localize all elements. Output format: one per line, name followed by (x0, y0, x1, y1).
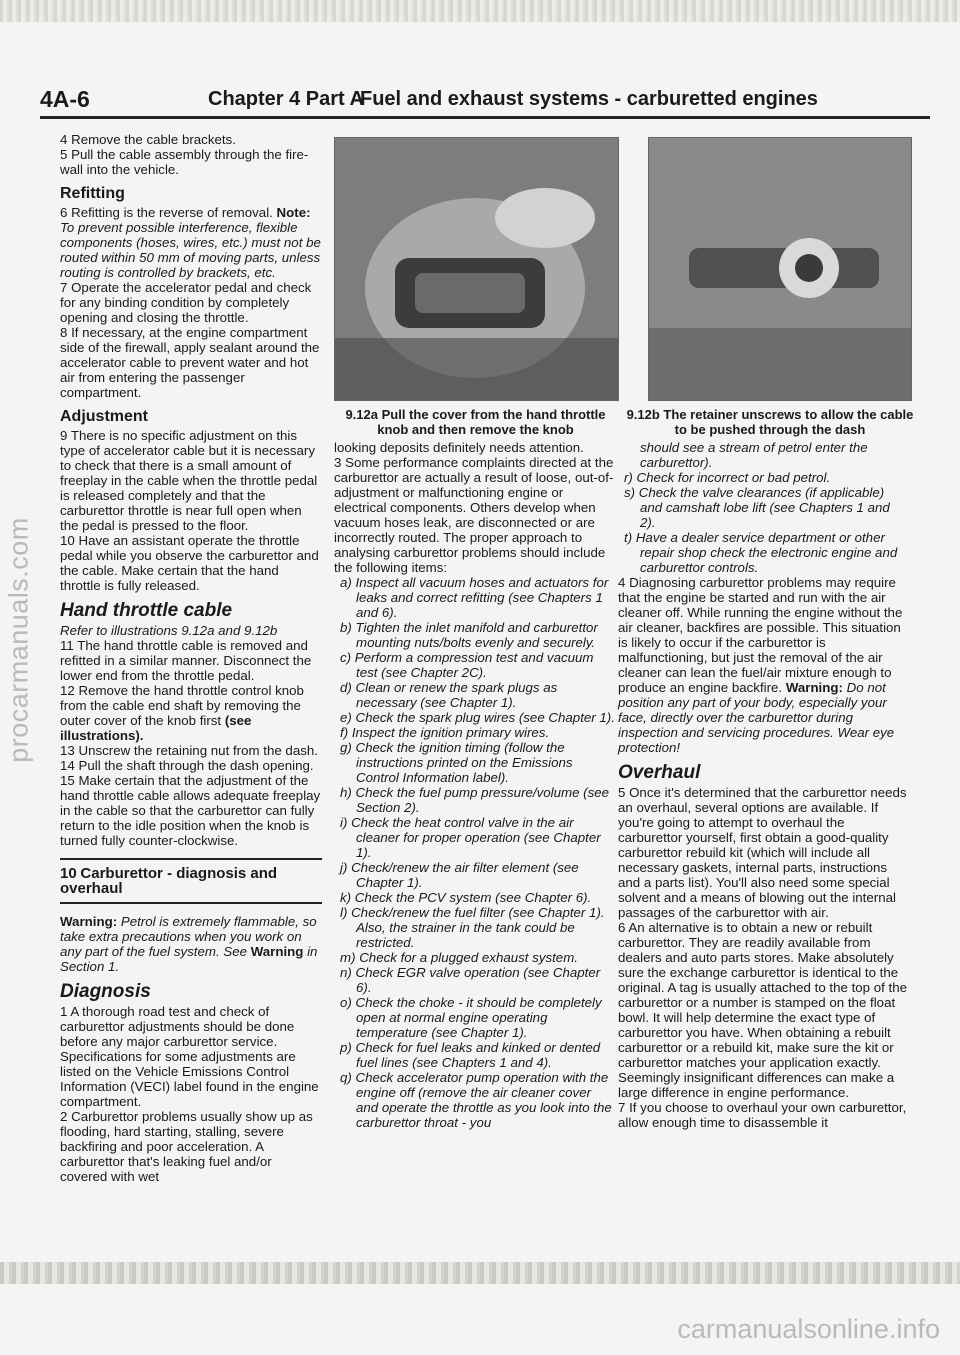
list-item: o) Check the choke - it should be completely open at normal engine operating temperature (see Chapter 1). (340, 995, 602, 1040)
list-item: should see a stream of petrol enter the carburettor). (640, 440, 868, 470)
hand-throttle-heading: Hand throttle cable (60, 600, 233, 621)
checklist (334, 575, 616, 1130)
list-item: q) Check accelerator pump operation with the engine off (remove the air cleaner cover and operate the throttle as you look into the carburettor throat - you (340, 1070, 612, 1130)
caption-9-12b: 9.12b The retainer unscrews to allow the cable to be pushed through the dash (626, 407, 914, 437)
bottom-watermark: carmanualsonline.info (677, 1314, 940, 1344)
list-item: a) Inspect all vacuum hoses and actuators for leaks and correct refitting (see Chapters 1 and 6). (340, 575, 609, 620)
overhaul-paragraph-6: 6 An alternative is to obtain a new or rebuilt carburettor. They are readily available from dealers and auto parts stores. Make absolutely sure the exchange carburettor is identical to the original. A tag is usually attached to the top of the carburettor or a number is stamped on the float bowl. It will help determine the exact type of carburettor you have. When obtaining a rebuilt carburettor or a rebuild kit, make sure the kit or carburettor matches your application exactly. Seemingly insignificant differences can make a large difference in engine performance. (618, 920, 908, 1100)
paragraph-12: 12 Remove the hand throttle control knob from the cable end shaft by removing the outer cover of the knob first (see illustrations). (60, 683, 304, 743)
diagnosis-paragraph-1: 1 A thorough road test and check of carburettor adjustments should be done before any major carburettor service. Specifications for some adjustments are listed on the Vehicle Emissions Control Information (VECI) label found in the engine compartment. (60, 1004, 319, 1109)
photo-1-graphic (335, 138, 618, 400)
caption-9-12a: 9.12a Pull the cover from the hand throttle knob and then remove the knob (345, 407, 606, 437)
side-watermark: procarmanuals.com (3, 517, 34, 763)
chapter-label: Chapter 4 Part A (208, 88, 364, 110)
paragraph-4-diagnosis: 4 Diagnosing carburettor problems may require that the engine be started and run with the air cleaner off. While running the engine without the air cleaner, backfires are possible. This situation is likely to occur if the carburettor is malfunctioning, but just the removal of the air cleaner can lean the fuel/air mixture enough to produce an engine backfire. Warning: Do not position any part of your body, especially your face, directly over the carburettor during inspection and servicing procedures. Wear eye protection! (618, 575, 903, 755)
list-item: m) Check for a plugged exhaust system. (340, 950, 578, 965)
paragraph-10: 10 Have an assistant operate the throttle pedal while you observe the carburettor and the cable. Make certain that the hand throttle is fully released. (60, 533, 319, 593)
adjustment-heading: Adjustment (60, 408, 148, 425)
paragraph-15: 15 Make certain that the adjustment of the hand throttle cable allows adequate freeplay in the cable so that the carburettor can fully return to the idle position when the knob is turned fully counter-clockwise. (60, 773, 321, 848)
list-item: f) Inspect the ignition primary wires. (340, 725, 550, 740)
list-item: b) Tighten the inlet manifold and carburettor mounting nuts/bolts evenly and securely. (340, 620, 598, 650)
chapter-title: Fuel and exhaust systems - carburetted engines (360, 88, 818, 110)
overhaul-paragraph-5: 5 Once it's determined that the carburettor needs an overhaul, several options are available. If you're going to attempt to overhaul the carburettor yourself, first obtain a good-quality carburettor rebuild kit (which will include all necessary gaskets, internal parts, instructions and a parts list). You'll also need some special solvent and a means of blowing out the internal passages of the carburettor with air. (618, 785, 907, 920)
photo-2-graphic (649, 138, 911, 400)
list-item: h) Check the fuel pump pressure/volume (see Section 2). (340, 785, 610, 815)
photo-hand-throttle-knob (334, 137, 619, 401)
paragraph-5: 5 Pull the cable assembly through the fire-wall into the vehicle. (60, 147, 309, 177)
continued-text: looking deposits definitely needs attention. (334, 440, 584, 455)
column-3 (618, 440, 908, 1130)
overhaul-paragraph-7: 7 If you choose to overhaul your own carburettor, allow enough time to disassemble it (618, 1100, 907, 1130)
top-scan-band (0, 0, 960, 22)
section-10-heading (60, 858, 322, 904)
refitting-heading: Refitting (60, 185, 125, 202)
list-item: d) Clean or renew the spark plugs as necessary (see Chapter 1). (340, 680, 558, 710)
warning-paragraph: Warning: Petrol is extremely flammable, so take extra precautions when you work on any part of the fuel system. See Warning in Section 1. (60, 914, 318, 974)
column-2 (334, 440, 616, 1130)
list-item: r) Check for incorrect or bad petrol. (624, 470, 831, 485)
paragraph-11: 11 The hand throttle cable is removed and refitted in a similar manner. Disconnect the lower end from the throttle pedal. (60, 638, 312, 683)
list-item: e) Check the spark plug wires (see Chapter 1). (340, 710, 615, 725)
list-item: j) Check/renew the air filter element (see Chapter 1). (340, 860, 579, 890)
paragraph-9: 9 There is no specific adjustment on this type of accelerator cable but it is necessary to check that there is a small amount of freeplay in the cable when the throttle pedal is released completely and that the carburettor throttle is near full open when the pedal is pressed to the floor. (60, 428, 318, 533)
diagnosis-paragraph-2: 2 Carburettor problems usually show up as flooding, hard starting, stalling, severe backfiring and poor acceleration. A carburettor that's leaking fuel and/or covered with wet (60, 1109, 313, 1184)
list-item: t) Have a dealer service department or other repair shop check the electronic engine and carburettor controls. (624, 530, 898, 575)
overhaul-heading: Overhaul (618, 762, 701, 783)
paragraph-4: 4 Remove the cable brackets. (60, 132, 236, 147)
photo-retainer (648, 137, 912, 401)
paragraph-3: 3 Some performance complaints directed at the carburettor are actually a result of loose, out-of-adjustment or malfunctioning engine or electrical components. Others develop when vacuum hoses leak, are disconnected or are incorrectly routed. The proper approach to analysing carburettor problems should include the following items: (334, 455, 614, 575)
column-1 (60, 132, 322, 1184)
section-number: 10 (60, 865, 77, 882)
page-number: 4A-6 (40, 86, 90, 112)
list-item: k) Check the PCV system (see Chapter 6). (340, 890, 592, 905)
list-item: g) Check the ignition timing (follow the instructions printed on the Emissions Control Information label). (340, 740, 573, 785)
section-title: Carburettor - diagnosis and overhaul (60, 865, 278, 897)
list-item: i) Check the heat control valve in the air cleaner for proper operation (see Chapter 1). (340, 815, 601, 860)
paragraph-6: 6 Refitting is the reverse of removal. Note: To prevent possible interference, flexible components (hoses, wires, etc.) must not be routed within 50 mm of moving parts, unless routing is controlled by brackets, etc. (60, 205, 321, 280)
list-item: p) Check for fuel leaks and kinked or dented fuel lines (see Chapters 1 and 4). (340, 1040, 601, 1070)
paragraph-14: 14 Pull the shaft through the dash opening. (60, 758, 314, 773)
diagnosis-heading: Diagnosis (60, 981, 151, 1002)
paragraph-7: 7 Operate the accelerator pedal and check for any binding condition by completely opening and closing the throttle. (60, 280, 312, 325)
page-header (40, 84, 930, 120)
paragraph-13: 13 Unscrew the retaining nut from the dash. (60, 743, 318, 758)
list-item: c) Perform a compression test and vacuum test (see Chapter 2C). (340, 650, 594, 680)
list-item: n) Check EGR valve operation (see Chapter 6). (340, 965, 601, 995)
list-item: l) Check/renew the fuel filter (see Chapter 1). Also, the strainer in the tank could be restricted. (340, 905, 605, 950)
bottom-scan-band (0, 1262, 960, 1284)
checklist-continued (618, 440, 908, 575)
illustration-reference: Refer to illustrations 9.12a and 9.12b (60, 623, 278, 638)
paragraph-8: 8 If necessary, at the engine compartment side of the firewall, apply sealant around the accelerator cable to prevent water and hot air from entering the passenger compartment. (60, 325, 320, 400)
header-rule (40, 116, 930, 119)
list-item: s) Check the valve clearances (if applicable) and camshaft lobe lift (see Chapters 1 and 2). (624, 485, 890, 530)
